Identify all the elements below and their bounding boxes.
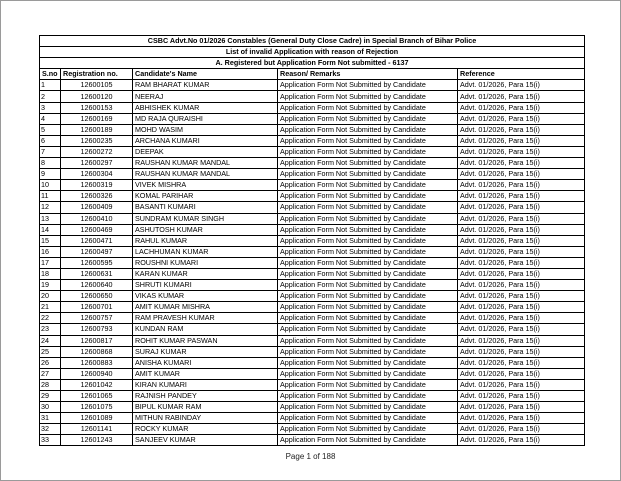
cell-reason: Application Form Not Submitted by Candidate (278, 246, 458, 257)
table-row (40, 413, 585, 424)
cell-sno: 14 (40, 224, 61, 235)
cell-candidate-name: AMIT KUMAR (133, 368, 278, 379)
cell-registration: 12600235 (61, 135, 133, 146)
cell-reason: Application Form Not Submitted by Candidate (278, 302, 458, 313)
column-header-sno: S.no (40, 69, 61, 80)
cell-reference: Advt. 01/2026, Para 15(i) (458, 169, 585, 180)
cell-candidate-name: ROHIT KUMAR PASWAN (133, 335, 278, 346)
cell-registration: 12600631 (61, 268, 133, 279)
cell-sno: 31 (40, 413, 61, 424)
cell-sno: 18 (40, 268, 61, 279)
table-row (40, 291, 585, 302)
cell-sno: 6 (40, 135, 61, 146)
cell-reference: Advt. 01/2026, Para 15(i) (458, 257, 585, 268)
cell-reference: Advt. 01/2026, Para 15(i) (458, 202, 585, 213)
cell-reference: Advt. 01/2026, Para 15(i) (458, 379, 585, 390)
table-row (40, 158, 585, 169)
cell-sno: 8 (40, 158, 61, 169)
cell-reason: Application Form Not Submitted by Candidate (278, 424, 458, 435)
cell-reference: Advt. 01/2026, Para 15(i) (458, 158, 585, 169)
cell-reason: Application Form Not Submitted by Candidate (278, 413, 458, 424)
cell-registration: 12600701 (61, 302, 133, 313)
table-row (40, 146, 585, 157)
cell-reference: Advt. 01/2026, Para 15(i) (458, 91, 585, 102)
cell-registration: 12600272 (61, 146, 133, 157)
table-body (40, 80, 585, 446)
cell-reason: Application Form Not Submitted by Candidate (278, 124, 458, 135)
cell-reason: Application Form Not Submitted by Candidate (278, 213, 458, 224)
cell-sno: 29 (40, 391, 61, 402)
table-row (40, 280, 585, 291)
cell-candidate-name: ANISHA KUMARI (133, 357, 278, 368)
cell-reason: Application Form Not Submitted by Candidate (278, 91, 458, 102)
cell-candidate-name: KARAN KUMAR (133, 268, 278, 279)
column-header-reference: Reference (458, 69, 585, 80)
table-row (40, 391, 585, 402)
cell-candidate-name: DEEPAK (133, 146, 278, 157)
cell-sno: 21 (40, 302, 61, 313)
table-row (40, 102, 585, 113)
cell-sno: 3 (40, 102, 61, 113)
cell-candidate-name: RAUSHAN KUMAR MANDAL (133, 158, 278, 169)
cell-candidate-name: ROUSHNI KUMARI (133, 257, 278, 268)
cell-candidate-name: MOHD WASIM (133, 124, 278, 135)
cell-reference: Advt. 01/2026, Para 15(i) (458, 357, 585, 368)
cell-reason: Application Form Not Submitted by Candidate (278, 435, 458, 446)
cell-reason: Application Form Not Submitted by Candidate (278, 313, 458, 324)
table-row (40, 202, 585, 213)
cell-sno: 1 (40, 80, 61, 91)
cell-registration: 12600297 (61, 158, 133, 169)
table-row (40, 180, 585, 191)
cell-reference: Advt. 01/2026, Para 15(i) (458, 213, 585, 224)
table-row (40, 169, 585, 180)
table-row (40, 113, 585, 124)
cell-reason: Application Form Not Submitted by Candidate (278, 191, 458, 202)
cell-sno: 26 (40, 357, 61, 368)
cell-reference: Advt. 01/2026, Para 15(i) (458, 368, 585, 379)
cell-registration: 12600793 (61, 324, 133, 335)
cell-reference: Advt. 01/2026, Para 15(i) (458, 124, 585, 135)
table-row (40, 302, 585, 313)
cell-candidate-name: KOMAL PARIHAR (133, 191, 278, 202)
cell-reference: Advt. 01/2026, Para 15(i) (458, 313, 585, 324)
cell-reference: Advt. 01/2026, Para 15(i) (458, 268, 585, 279)
table-row (40, 346, 585, 357)
document-title: CSBC Advt.No 01/2026 Constables (General Duty Close Cadre) in Special Branch of Bihar Police (40, 36, 585, 47)
cell-candidate-name: BIPUL KUMAR RAM (133, 402, 278, 413)
table-row (40, 424, 585, 435)
table-row (40, 379, 585, 390)
cell-sno: 11 (40, 191, 61, 202)
cell-candidate-name: VIKAS KUMAR (133, 291, 278, 302)
table-row (40, 191, 585, 202)
cell-reason: Application Form Not Submitted by Candidate (278, 169, 458, 180)
cell-reason: Application Form Not Submitted by Candidate (278, 402, 458, 413)
cell-reference: Advt. 01/2026, Para 15(i) (458, 146, 585, 157)
cell-candidate-name: SURAJ KUMAR (133, 346, 278, 357)
table-row (40, 257, 585, 268)
column-header-reason: Reason/ Remarks (278, 69, 458, 80)
cell-registration: 12600595 (61, 257, 133, 268)
cell-registration: 12600326 (61, 191, 133, 202)
cell-reference: Advt. 01/2026, Para 15(i) (458, 246, 585, 257)
cell-sno: 13 (40, 213, 61, 224)
cell-sno: 32 (40, 424, 61, 435)
cell-reason: Application Form Not Submitted by Candidate (278, 257, 458, 268)
rejection-table (39, 35, 585, 446)
cell-registration: 12601243 (61, 435, 133, 446)
cell-reason: Application Form Not Submitted by Candidate (278, 346, 458, 357)
document-subtitle: List of invalid Application with reason of Rejection (40, 47, 585, 58)
cell-registration: 12600410 (61, 213, 133, 224)
cell-sno: 28 (40, 379, 61, 390)
cell-reference: Advt. 01/2026, Para 15(i) (458, 424, 585, 435)
cell-reason: Application Form Not Submitted by Candidate (278, 102, 458, 113)
cell-reference: Advt. 01/2026, Para 15(i) (458, 113, 585, 124)
cell-candidate-name: ROCKY KUMAR (133, 424, 278, 435)
cell-candidate-name: VIVEK MISHRA (133, 180, 278, 191)
cell-reason: Application Form Not Submitted by Candidate (278, 280, 458, 291)
cell-candidate-name: BASANTI KUMARI (133, 202, 278, 213)
table-row (40, 135, 585, 146)
cell-registration: 12600471 (61, 235, 133, 246)
cell-candidate-name: MITHUN RABINDAY (133, 413, 278, 424)
column-header-name: Candidate's Name (133, 69, 278, 80)
cell-reference: Advt. 01/2026, Para 15(i) (458, 224, 585, 235)
cell-candidate-name: SHRUTI KUMARI (133, 280, 278, 291)
cell-candidate-name: SANJEEV KUMAR (133, 435, 278, 446)
cell-sno: 5 (40, 124, 61, 135)
cell-registration: 12600120 (61, 91, 133, 102)
cell-candidate-name: MD RAJA QURAISHI (133, 113, 278, 124)
cell-candidate-name: RAHUL KUMAR (133, 235, 278, 246)
table-row (40, 357, 585, 368)
cell-sno: 22 (40, 313, 61, 324)
cell-candidate-name: SUNDRAM KUMAR SINGH (133, 213, 278, 224)
cell-sno: 30 (40, 402, 61, 413)
table-row (40, 313, 585, 324)
cell-reason: Application Form Not Submitted by Candidate (278, 379, 458, 390)
cell-sno: 33 (40, 435, 61, 446)
cell-reason: Application Form Not Submitted by Candidate (278, 146, 458, 157)
table-row (40, 91, 585, 102)
cell-reason: Application Form Not Submitted by Candidate (278, 180, 458, 191)
cell-reason: Application Form Not Submitted by Candidate (278, 324, 458, 335)
section-heading: A. Registered but Application Form Not submitted - 6137 (40, 58, 585, 69)
cell-reference: Advt. 01/2026, Para 15(i) (458, 413, 585, 424)
cell-reference: Advt. 01/2026, Para 15(i) (458, 391, 585, 402)
column-header-registration: Registration no. (61, 69, 133, 80)
table-row (40, 435, 585, 446)
cell-reference: Advt. 01/2026, Para 15(i) (458, 324, 585, 335)
cell-reason: Application Form Not Submitted by Candidate (278, 391, 458, 402)
table-row (40, 235, 585, 246)
cell-registration: 12600497 (61, 246, 133, 257)
cell-registration: 12600650 (61, 291, 133, 302)
cell-registration: 12600868 (61, 346, 133, 357)
table-row (40, 224, 585, 235)
table-row (40, 80, 585, 91)
table-row (40, 402, 585, 413)
cell-sno: 17 (40, 257, 61, 268)
cell-reason: Application Form Not Submitted by Candidate (278, 113, 458, 124)
cell-registration: 12601075 (61, 402, 133, 413)
cell-sno: 7 (40, 146, 61, 157)
cell-sno: 2 (40, 91, 61, 102)
cell-candidate-name: ASHUTOSH KUMAR (133, 224, 278, 235)
cell-registration: 12600883 (61, 357, 133, 368)
cell-sno: 9 (40, 169, 61, 180)
cell-reason: Application Form Not Submitted by Candidate (278, 357, 458, 368)
cell-candidate-name: NEERAJ (133, 91, 278, 102)
cell-reason: Application Form Not Submitted by Candidate (278, 158, 458, 169)
cell-reference: Advt. 01/2026, Para 15(i) (458, 280, 585, 291)
cell-reference: Advt. 01/2026, Para 15(i) (458, 180, 585, 191)
cell-reason: Application Form Not Submitted by Candidate (278, 268, 458, 279)
cell-reference: Advt. 01/2026, Para 15(i) (458, 135, 585, 146)
cell-reference: Advt. 01/2026, Para 15(i) (458, 291, 585, 302)
cell-reason: Application Form Not Submitted by Candidate (278, 291, 458, 302)
cell-registration: 12600940 (61, 368, 133, 379)
cell-candidate-name: KUNDAN RAM (133, 324, 278, 335)
cell-registration: 12601141 (61, 424, 133, 435)
cell-sno: 19 (40, 280, 61, 291)
cell-registration: 12600757 (61, 313, 133, 324)
cell-sno: 12 (40, 202, 61, 213)
cell-registration: 12600304 (61, 169, 133, 180)
cell-registration: 12600319 (61, 180, 133, 191)
cell-candidate-name: ABHISHEK KUMAR (133, 102, 278, 113)
table-row (40, 246, 585, 257)
cell-sno: 24 (40, 335, 61, 346)
table-row (40, 324, 585, 335)
cell-reason: Application Form Not Submitted by Candidate (278, 224, 458, 235)
cell-candidate-name: RAM BHARAT KUMAR (133, 80, 278, 91)
cell-reference: Advt. 01/2026, Para 15(i) (458, 435, 585, 446)
table-row (40, 268, 585, 279)
cell-reason: Application Form Not Submitted by Candidate (278, 335, 458, 346)
column-header-row (40, 69, 585, 80)
cell-candidate-name: LACHHUMAN KUMAR (133, 246, 278, 257)
cell-reference: Advt. 01/2026, Para 15(i) (458, 102, 585, 113)
cell-candidate-name: KIRAN KUMARI (133, 379, 278, 390)
cell-reference: Advt. 01/2026, Para 15(i) (458, 335, 585, 346)
table-row (40, 213, 585, 224)
cell-registration: 12600105 (61, 80, 133, 91)
cell-registration: 12601042 (61, 379, 133, 390)
table-row (40, 124, 585, 135)
cell-registration: 12600153 (61, 102, 133, 113)
cell-reference: Advt. 01/2026, Para 15(i) (458, 191, 585, 202)
cell-registration: 12600817 (61, 335, 133, 346)
cell-registration: 12601089 (61, 413, 133, 424)
cell-reason: Application Form Not Submitted by Candidate (278, 135, 458, 146)
cell-registration: 12600640 (61, 280, 133, 291)
cell-registration: 12600189 (61, 124, 133, 135)
table-row (40, 368, 585, 379)
cell-reference: Advt. 01/2026, Para 15(i) (458, 402, 585, 413)
cell-sno: 15 (40, 235, 61, 246)
cell-candidate-name: RAUSHAN KUMAR MANDAL (133, 169, 278, 180)
cell-reference: Advt. 01/2026, Para 15(i) (458, 346, 585, 357)
cell-reference: Advt. 01/2026, Para 15(i) (458, 235, 585, 246)
cell-registration: 12600469 (61, 224, 133, 235)
cell-candidate-name: AMIT KUMAR MISHRA (133, 302, 278, 313)
cell-sno: 16 (40, 246, 61, 257)
cell-reason: Application Form Not Submitted by Candidate (278, 80, 458, 91)
cell-sno: 4 (40, 113, 61, 124)
page-number: Page 1 of 188 (285, 452, 336, 461)
cell-sno: 25 (40, 346, 61, 357)
cell-registration: 12600409 (61, 202, 133, 213)
cell-reference: Advt. 01/2026, Para 15(i) (458, 80, 585, 91)
cell-registration: 12601065 (61, 391, 133, 402)
cell-reason: Application Form Not Submitted by Candidate (278, 235, 458, 246)
cell-sno: 27 (40, 368, 61, 379)
cell-registration: 12600169 (61, 113, 133, 124)
cell-reference: Advt. 01/2026, Para 15(i) (458, 302, 585, 313)
cell-reason: Application Form Not Submitted by Candidate (278, 368, 458, 379)
cell-sno: 10 (40, 180, 61, 191)
cell-reason: Application Form Not Submitted by Candidate (278, 202, 458, 213)
cell-sno: 20 (40, 291, 61, 302)
table-row (40, 335, 585, 346)
cell-candidate-name: RAJNISH PANDEY (133, 391, 278, 402)
cell-sno: 23 (40, 324, 61, 335)
cell-candidate-name: RAM PRAVESH KUMAR (133, 313, 278, 324)
cell-candidate-name: ARCHANA KUMARI (133, 135, 278, 146)
